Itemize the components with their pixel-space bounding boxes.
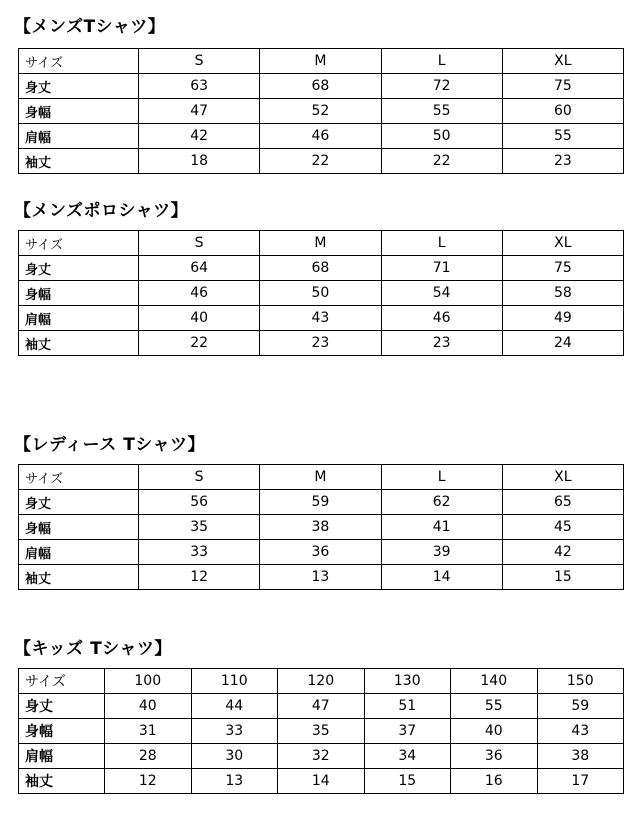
table-row [19,515,624,540]
table-cell: 38 [260,515,381,540]
table-cell: 46 [381,306,502,331]
table-cell: 72 [381,74,502,99]
table-row [19,331,624,356]
row-label: 身丈 [19,256,139,281]
table-cell: 64 [139,256,260,281]
size-header-label: サイズ [19,231,139,256]
table-cell: 15 [502,565,623,590]
kids-tshirt-title: 【キッズ Tシャツ】 [14,639,172,659]
table-cell: 36 [260,540,381,565]
table-cell: 47 [139,99,260,124]
size-header-cell: L [381,465,502,490]
table-row [19,149,624,174]
row-label: 身丈 [19,490,139,515]
mens-polo-title: 【メンズポロシャツ】 [14,201,189,221]
table-row [19,769,624,794]
row-label: 身幅 [19,515,139,540]
kids-tshirt-size-table [18,668,624,794]
table-cell: 55 [502,124,623,149]
mens-polo-size-table [18,230,624,356]
table-cell: 40 [105,694,192,719]
table-cell: 17 [537,769,624,794]
table-row [19,74,624,99]
table-cell: 58 [502,281,623,306]
table-cell: 37 [364,719,451,744]
table-cell: 62 [381,490,502,515]
table-row [19,490,624,515]
size-header-label: サイズ [19,465,139,490]
table-cell: 44 [191,694,278,719]
table-cell: 39 [381,540,502,565]
ladies-tshirt-size-table [18,464,624,590]
size-header-cell: XL [502,49,623,74]
table-cell: 32 [278,744,365,769]
size-header-cell: S [139,231,260,256]
size-header-label: サイズ [19,49,139,74]
table-cell: 31 [105,719,192,744]
row-label: 袖丈 [19,565,139,590]
row-label: 袖丈 [19,149,139,174]
table-cell: 14 [381,565,502,590]
table-row [19,256,624,281]
table-cell: 23 [502,149,623,174]
table-cell: 40 [139,306,260,331]
size-header-cell: 150 [537,669,624,694]
size-header-cell: M [260,465,381,490]
row-label: 肩幅 [19,744,105,769]
table-row [19,124,624,149]
table-cell: 46 [260,124,381,149]
table-cell: 33 [139,540,260,565]
table-cell: 47 [278,694,365,719]
table-cell: 68 [260,74,381,99]
table-cell: 24 [502,331,623,356]
size-header-label: サイズ [19,669,105,694]
table-cell: 55 [451,694,538,719]
table-cell: 14 [278,769,365,794]
table-row [19,694,624,719]
table-cell: 42 [502,540,623,565]
table-cell: 22 [381,149,502,174]
table-cell: 60 [502,99,623,124]
table-cell: 18 [139,149,260,174]
table-row [19,540,624,565]
table-cell: 41 [381,515,502,540]
table-cell: 42 [139,124,260,149]
table-cell: 12 [139,565,260,590]
table-cell: 49 [502,306,623,331]
table-cell: 50 [381,124,502,149]
table-row [19,281,624,306]
table-cell: 22 [260,149,381,174]
size-header-cell: XL [502,465,623,490]
table-cell: 15 [364,769,451,794]
mens-tshirt-title: 【メンズTシャツ】 [14,17,166,37]
table-cell: 40 [451,719,538,744]
table-row [19,719,624,744]
size-header-cell: 140 [451,669,538,694]
size-header-cell: 130 [364,669,451,694]
row-label: 身幅 [19,281,139,306]
table-cell: 33 [191,719,278,744]
size-header-cell: L [381,231,502,256]
table-cell: 45 [502,515,623,540]
row-label: 身幅 [19,719,105,744]
table-cell: 22 [139,331,260,356]
row-label: 袖丈 [19,769,105,794]
size-header-cell: L [381,49,502,74]
row-label: 肩幅 [19,124,139,149]
table-cell: 68 [260,256,381,281]
table-cell: 23 [381,331,502,356]
ladies-tshirt-title: 【レディース Tシャツ】 [14,435,205,455]
table-row [19,744,624,769]
size-header-cell: S [139,49,260,74]
table-cell: 63 [139,74,260,99]
table-cell: 16 [451,769,538,794]
size-header-cell: XL [502,231,623,256]
table-cell: 51 [364,694,451,719]
table-cell: 52 [260,99,381,124]
table-cell: 54 [381,281,502,306]
table-row [19,565,624,590]
table-cell: 46 [139,281,260,306]
row-label: 肩幅 [19,306,139,331]
table-cell: 71 [381,256,502,281]
row-label: 袖丈 [19,331,139,356]
size-header-cell: S [139,465,260,490]
table-cell: 75 [502,74,623,99]
table-cell: 38 [537,744,624,769]
size-header-cell: 110 [191,669,278,694]
table-cell: 59 [537,694,624,719]
table-cell: 12 [105,769,192,794]
size-header-cell: M [260,231,381,256]
size-header-cell: 100 [105,669,192,694]
table-cell: 28 [105,744,192,769]
table-cell: 59 [260,490,381,515]
table-cell: 23 [260,331,381,356]
size-header-cell: 120 [278,669,365,694]
table-header-row [19,231,624,256]
table-cell: 30 [191,744,278,769]
table-cell: 35 [139,515,260,540]
table-cell: 13 [191,769,278,794]
row-label: 肩幅 [19,540,139,565]
row-label: 身幅 [19,99,139,124]
table-cell: 56 [139,490,260,515]
mens-tshirt-size-table [18,48,624,174]
row-label: 身丈 [19,74,139,99]
table-cell: 50 [260,281,381,306]
row-label: 身丈 [19,694,105,719]
table-cell: 65 [502,490,623,515]
table-cell: 75 [502,256,623,281]
table-cell: 35 [278,719,365,744]
table-header-row [19,49,624,74]
table-cell: 36 [451,744,538,769]
table-cell: 55 [381,99,502,124]
table-cell: 43 [537,719,624,744]
table-cell: 34 [364,744,451,769]
table-header-row [19,669,624,694]
table-row [19,306,624,331]
table-header-row [19,465,624,490]
size-header-cell: M [260,49,381,74]
table-cell: 43 [260,306,381,331]
table-row [19,99,624,124]
table-cell: 13 [260,565,381,590]
